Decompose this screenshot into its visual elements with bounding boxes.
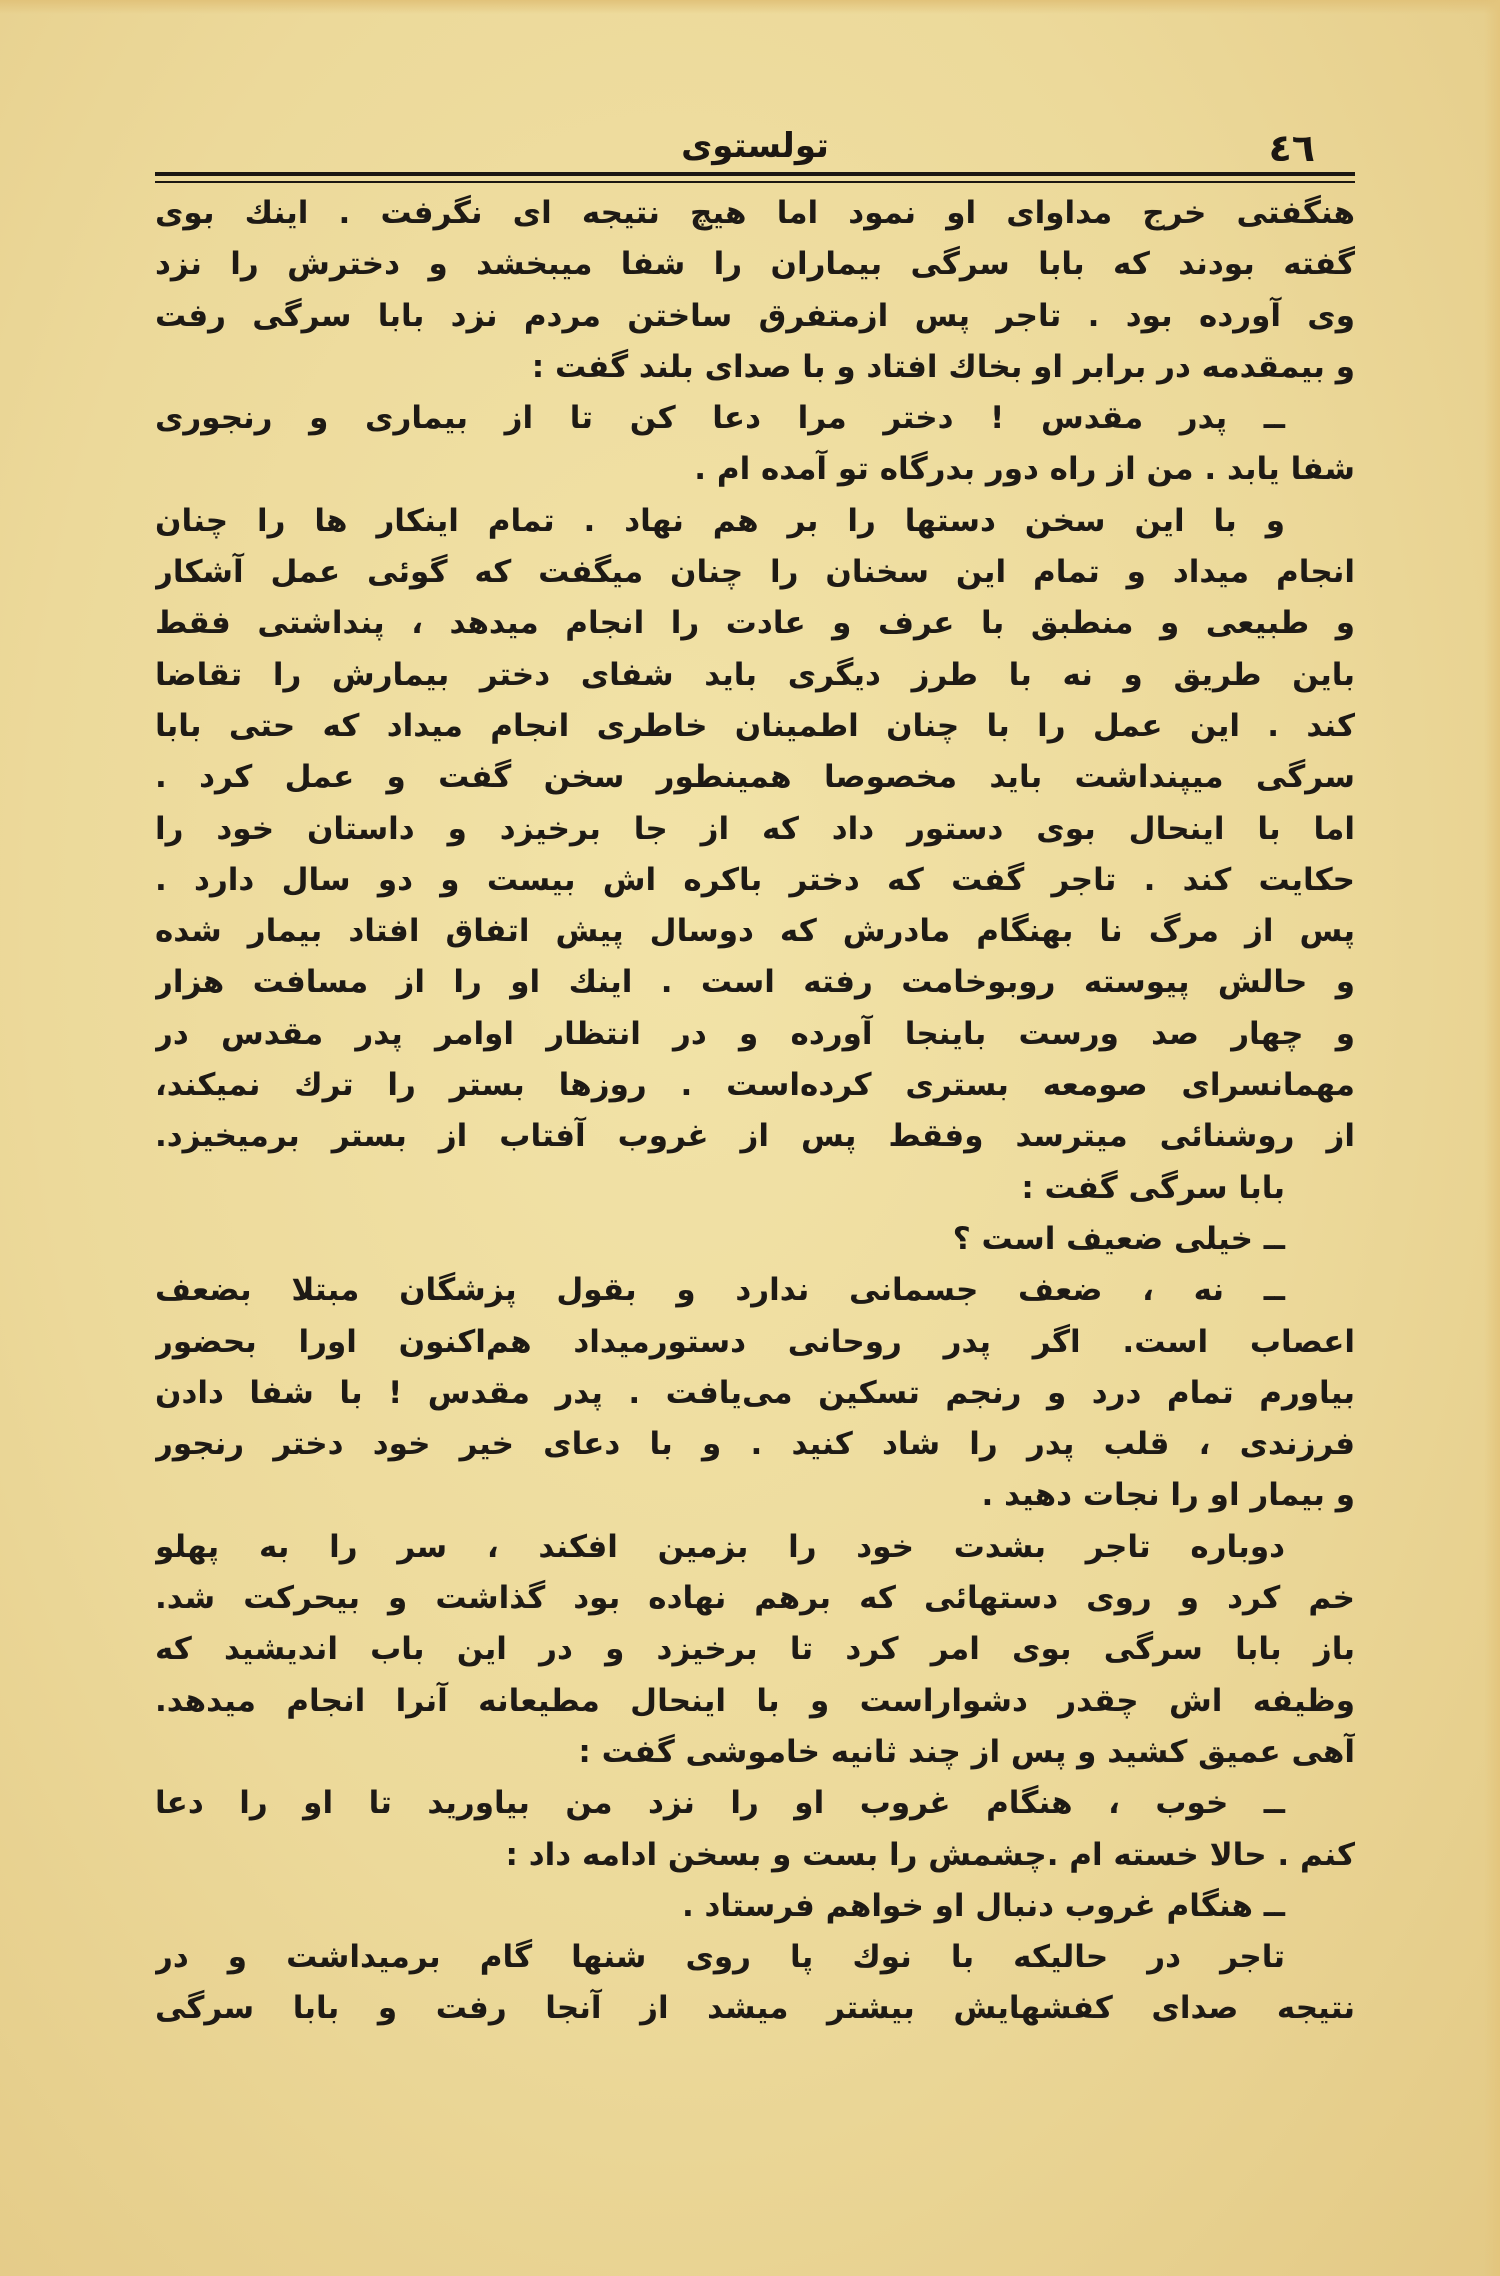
text-line: تاجر در حالیکه با نوك پا روی شنها گام برمیداشت و در — [155, 1939, 1285, 1976]
text-line: نتیجه صدای کفشهایش بیشتر میشد از آنجا رفت و بابا سرگی — [155, 1990, 1355, 2027]
text-line: مهمانسرای صومعه بستری کرده‌است . روزها بستر را ترك نمیکند، — [155, 1067, 1355, 1104]
body-text — [155, 188, 1355, 2035]
text-line: وظیفه اش چقدر دشوار‌است و با اینحال مطیعانه آنرا انجام میدهد. — [155, 1682, 1355, 1719]
text-line: بابا سرگی گفت : — [1021, 1169, 1285, 1206]
text-line: کند . این عمل را با چنان اطمینان خاطری انجام میداد که حتی بابا — [155, 707, 1355, 744]
text-line: بیاورم تمام درد و رنجم تسکین می‌یافت . پدر مقدس ! با شفا دادن — [155, 1374, 1355, 1411]
text-line: باز بابا سرگی بوی امر کرد تا برخیزد و در این باب اندیشید که — [155, 1631, 1355, 1668]
text-line: باین طریق و نه با طرز دیگری باید شفای دختر بیمارش را تقاضا — [155, 656, 1355, 693]
text-line: ــ نه ، ضعف جسمانی ندارد و بقول پزشگان مبتلا بضعف — [155, 1272, 1285, 1309]
text-line: ــ پدر مقدس ! دختر مرا دعا کن تا از بیماری و رنجوری — [155, 400, 1285, 437]
text-line: ــ خوب ، هنگام غروب او را نزد من بیاورید تا او را دعا — [155, 1785, 1285, 1822]
text-line: از روشنائی میترسد وفقط پس از غروب آفتاب از بستر برمیخیزد. — [155, 1118, 1355, 1155]
page-header — [155, 120, 1355, 170]
text-line: و بیمار او را نجات دهید . — [981, 1477, 1355, 1514]
text-line: اما با اینحال بوی دستور داد که از جا برخیزد و داستان خود را — [155, 810, 1355, 847]
text-line: خم کرد و روی دستهائی که برهم نهاده بود گذاشت و بیحرکت شد. — [155, 1580, 1355, 1617]
text-line: و بیمقدمه در برابر او بخاك افتاد و با صدای بلند گفت : — [531, 348, 1355, 385]
text-line: ــ هنگام غروب دنبال او خواهم فرستاد . — [681, 1887, 1285, 1924]
text-line: سرگی میپنداشت باید مخصوصا همینطور سخن گفت و عمل کرد . — [155, 759, 1355, 796]
page-number: ٤٦ — [1268, 126, 1315, 170]
text-line: حکایت کند . تاجر گفت که دختر باکره اش بیست و دو سال دارد . — [155, 861, 1355, 898]
text-line: آهی عمیق کشید و پس از چند ثانیه خاموشی گفت : — [578, 1733, 1355, 1770]
page-edge-shadow-top — [0, 0, 1500, 14]
text-line: و حالش پیوسته روبوخامت رفته است . اینك او را از مسافت هزار — [155, 964, 1355, 1001]
text-line: و با این سخن دستها را بر هم نهاد . تمام اینکار ها را چنان — [155, 502, 1285, 539]
text-line: هنگفتی خرج مداوای او نمود اما هیچ نتیجه ای نگرفت . اینك بوی — [155, 195, 1355, 231]
text-line: و چهار صد ورست باینجا آورده و در انتظار اوامر پدر مقدس در — [155, 1015, 1355, 1052]
page-edge-shadow-right — [1484, 0, 1500, 2276]
header-rule-thin — [155, 181, 1355, 183]
text-line: ــ خیلی ضعیف است ؟ — [952, 1220, 1285, 1257]
text-line: کنم . حالا خسته ام .چشمش را بست و بسخن ادامه داد : — [505, 1836, 1355, 1873]
text-line: دوباره تاجر بشدت خود را بزمین افکند ، سر را به پهلو — [155, 1528, 1285, 1565]
text-line: فرزندی ، قلب پدر را شاد کنید . و با دعای خیر خود دختر رنجور — [155, 1426, 1355, 1463]
running-title: تولستوی — [681, 126, 829, 166]
header-rule-thick — [155, 172, 1355, 176]
text-line: شفا یابد . من از راه دور بدرگاه تو آمده ام . — [694, 451, 1355, 488]
text-line: پس از مرگ نا بهنگام مادرش که دوسال پیش اتفاق افتاد بیمار شده — [155, 913, 1355, 950]
text-line: انجام میداد و تمام این سخنان را چنان میگفت که گوئی عمل آشکار — [155, 554, 1355, 591]
text-line: و طبیعی و منطبق با عرف و عادت را انجام میدهد ، پنداشتی فقط — [155, 605, 1355, 642]
text-line: گفته بودند که بابا سرگی بیماران را شفا میبخشد و دخترش را نزد — [155, 246, 1355, 283]
text-line: وی آورده بود . تاجر پس ازمتفرق ساختن مردم نزد بابا سرگی رفت — [155, 297, 1355, 334]
text-line: اعصاب است. اگر پدر روحانی دستورمیداد هم‌اکنون اورا بحضور — [155, 1323, 1355, 1360]
